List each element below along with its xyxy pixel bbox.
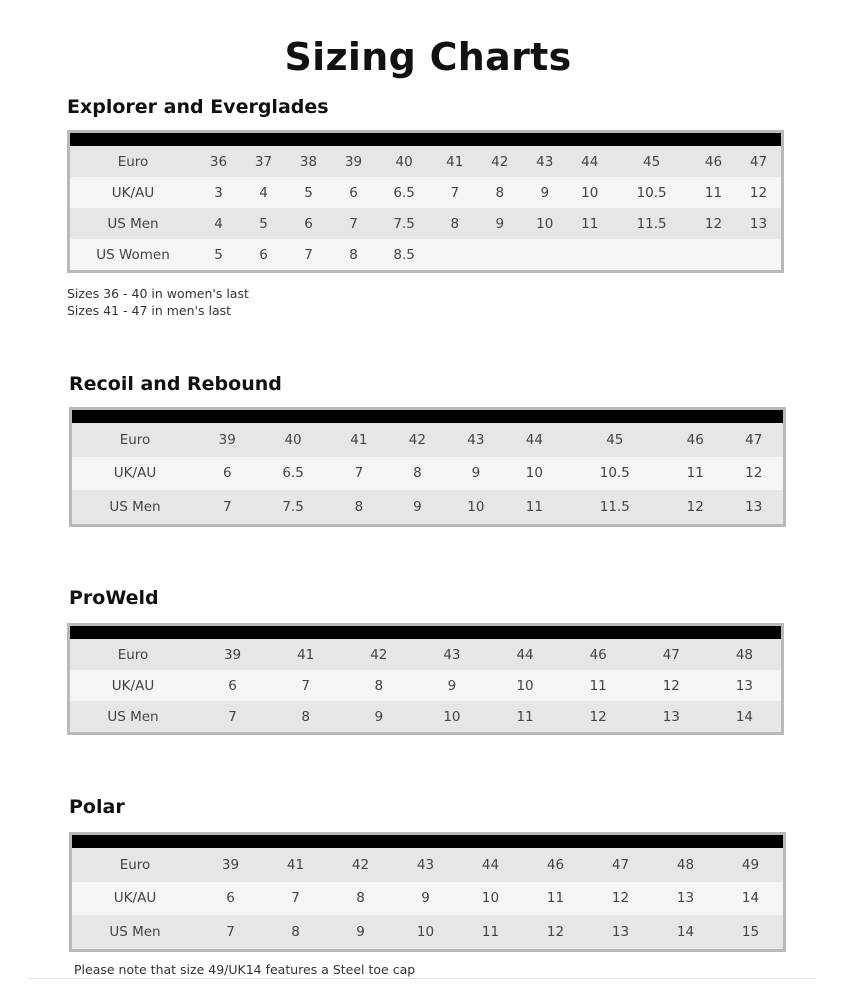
table-cell: 7 — [354, 465, 364, 482]
table-cell: 10.5 — [636, 184, 667, 201]
table-cell: 12 — [745, 465, 763, 482]
row-label: UK/AU — [113, 465, 157, 482]
size-chart-polar — [69, 832, 786, 952]
size-table — [70, 639, 781, 732]
table-cell: 42 — [370, 646, 388, 663]
table-row — [72, 457, 783, 491]
table-cell: 7 — [291, 890, 300, 907]
table-cell: 10 — [536, 215, 554, 232]
size-table — [70, 146, 781, 270]
table-cell: 39 — [223, 646, 242, 663]
row-label: US Women — [96, 246, 170, 263]
table-cell: 45 — [643, 153, 661, 170]
table-cell: 11 — [686, 465, 704, 482]
table-cell: 46 — [704, 153, 723, 170]
table-cell: 7.5 — [282, 498, 304, 515]
section-heading-recoil-rebound: Recoil and Rebound — [69, 373, 282, 395]
table-cell: 8 — [301, 708, 310, 725]
table-cell: 9 — [495, 215, 505, 232]
table-cell: 43 — [416, 856, 435, 873]
table-cell: 47 — [745, 431, 763, 448]
table-row — [72, 915, 783, 949]
section-note: Sizes 36 - 40 in women's last — [67, 286, 249, 301]
table-row — [70, 146, 781, 177]
table-cell: 10 — [525, 465, 543, 482]
table-cell: 43 — [536, 153, 554, 170]
table-cell: 11.5 — [636, 215, 667, 232]
table-cell: 38 — [299, 153, 318, 170]
table-cell: 8 — [374, 677, 384, 694]
table-cell: 6.5 — [393, 184, 415, 201]
table-cell: 11 — [516, 708, 534, 725]
section-heading-polar: Polar — [69, 796, 125, 818]
table-cell: 49 — [741, 856, 760, 873]
table-cell: 5 — [304, 184, 313, 201]
table-cell: 11.5 — [599, 498, 630, 515]
table-cell: 42 — [351, 856, 370, 873]
table-cell: 10 — [516, 677, 534, 694]
table-cell: 10 — [443, 708, 461, 725]
table-row — [70, 239, 781, 270]
table-cell: 4 — [259, 184, 268, 201]
table-cell: 43 — [443, 646, 461, 663]
table-cell: 48 — [676, 856, 695, 873]
page-title: Sizing Charts — [284, 35, 572, 80]
section-heading-proweld: ProWeld — [69, 587, 159, 609]
table-cell: 8 — [291, 923, 300, 940]
table-row — [72, 490, 783, 524]
table-cell: 10.5 — [599, 465, 630, 482]
size-chart-recoil-rebound — [69, 407, 786, 527]
table-cell: 45 — [606, 431, 624, 448]
table-row — [72, 848, 783, 882]
table-cell: 8 — [450, 215, 460, 232]
table-cell: 7 — [304, 246, 313, 263]
table-row — [70, 701, 781, 732]
table-row — [72, 423, 783, 457]
table-cell: 11 — [481, 923, 500, 940]
table-cell: 39 — [344, 153, 363, 170]
section-note-steel-toe: Please note that size 49/UK14 features a Steel toe cap — [74, 962, 416, 977]
row-label: US Men — [107, 215, 159, 232]
table-cell: 42 — [491, 153, 509, 170]
table-cell: 9 — [374, 708, 384, 725]
table-cell: 6 — [228, 677, 237, 694]
table-cell: 7 — [301, 677, 310, 694]
table-cell: 9 — [413, 498, 422, 515]
table-cell: 10 — [481, 890, 500, 907]
table-cell: 44 — [581, 153, 599, 170]
table-cell: 43 — [467, 431, 485, 448]
table-cell: 6 — [304, 215, 313, 232]
table-cell: 8 — [495, 184, 505, 201]
table-cell: 10 — [416, 923, 435, 940]
table-cell: 7 — [450, 184, 460, 201]
table-cell — [477, 239, 522, 270]
table-cell: 7 — [228, 708, 237, 725]
table-cell: 12 — [686, 498, 704, 515]
table-cell: 11 — [525, 498, 543, 515]
table-cell: 13 — [745, 498, 763, 515]
table-row — [70, 639, 781, 670]
row-label: UK/AU — [111, 677, 155, 694]
row-label: Euro — [119, 431, 151, 448]
table-cell: 40 — [395, 153, 413, 170]
table-cell: 8.5 — [393, 246, 415, 263]
table-cell: 41 — [297, 646, 315, 663]
table-cell: 7 — [226, 923, 235, 940]
table-cell — [691, 239, 736, 270]
table-cell: 5 — [214, 246, 223, 263]
table-cell: 6 — [349, 184, 358, 201]
row-label: Euro — [117, 153, 149, 170]
table-cell: 9 — [471, 465, 481, 482]
table-cell: 8 — [356, 890, 365, 907]
table-cell: 11 — [546, 890, 565, 907]
table-cell: 13 — [662, 708, 680, 725]
table-cell: 8 — [354, 498, 364, 515]
table-cell: 47 — [662, 646, 680, 663]
table-cell: 47 — [749, 153, 768, 170]
table-cell: 12 — [749, 184, 768, 201]
table-cell: 5 — [259, 215, 268, 232]
table-cell — [432, 239, 477, 270]
table-cell: 6 — [222, 465, 232, 482]
table-cell: 46 — [686, 431, 704, 448]
table-cell: 6.5 — [282, 465, 304, 482]
table-cell: 41 — [350, 431, 368, 448]
table-cell: 41 — [286, 856, 305, 873]
table-cell: 11 — [581, 215, 599, 232]
table-cell: 14 — [676, 923, 695, 940]
row-label: US Men — [109, 923, 161, 940]
table-row — [72, 882, 783, 916]
chart-header-bar — [70, 626, 781, 639]
table-cell: 39 — [218, 431, 236, 448]
table-cell: 44 — [516, 646, 534, 663]
table-cell: 12 — [704, 215, 723, 232]
table-cell: 8 — [413, 465, 422, 482]
table-cell: 40 — [284, 431, 302, 448]
table-cell: 13 — [676, 890, 695, 907]
table-cell: 15 — [741, 923, 760, 940]
table-row — [70, 208, 781, 239]
table-cell — [612, 239, 691, 270]
table-cell: 44 — [481, 856, 500, 873]
table-cell: 41 — [446, 153, 464, 170]
table-cell: 3 — [214, 184, 223, 201]
table-cell: 9 — [447, 677, 457, 694]
chart-header-bar — [72, 410, 783, 423]
table-cell: 48 — [735, 646, 754, 663]
row-label: US Men — [107, 708, 159, 725]
divider — [28, 978, 814, 979]
size-chart-explorer-everglades — [67, 130, 784, 273]
size-chart-proweld — [67, 623, 784, 735]
chart-header-bar — [72, 835, 783, 848]
table-cell: 46 — [589, 646, 607, 663]
chart-header-bar — [70, 133, 781, 146]
table-cell: 47 — [611, 856, 630, 873]
row-label: UK/AU — [111, 184, 155, 201]
table-cell: 11 — [704, 184, 723, 201]
table-cell: 7 — [222, 498, 232, 515]
table-cell: 11 — [589, 677, 607, 694]
table-cell: 37 — [254, 153, 273, 170]
section-note: Sizes 41 - 47 in men's last — [67, 303, 232, 318]
section-heading-explorer-everglades: Explorer and Everglades — [67, 96, 329, 118]
table-cell — [522, 239, 567, 270]
table-row — [70, 670, 781, 701]
table-cell: 13 — [611, 923, 630, 940]
table-cell: 9 — [356, 923, 365, 940]
table-cell: 46 — [546, 856, 565, 873]
table-cell: 14 — [735, 708, 754, 725]
table-cell: 12 — [589, 708, 607, 725]
table-cell: 10 — [467, 498, 485, 515]
table-cell: 36 — [209, 153, 228, 170]
table-cell: 44 — [525, 431, 543, 448]
table-cell: 42 — [408, 431, 426, 448]
row-label: Euro — [119, 856, 151, 873]
table-cell: 7.5 — [393, 215, 415, 232]
row-label: UK/AU — [113, 890, 157, 907]
table-cell: 9 — [540, 184, 550, 201]
table-row — [70, 177, 781, 208]
table-cell: 13 — [735, 677, 754, 694]
row-label: US Men — [109, 498, 161, 515]
table-cell: 9 — [421, 890, 430, 907]
table-cell — [736, 239, 781, 270]
table-cell — [567, 239, 612, 270]
table-cell: 6 — [226, 890, 235, 907]
table-cell: 4 — [214, 215, 223, 232]
table-cell: 6 — [259, 246, 268, 263]
table-cell: 10 — [581, 184, 599, 201]
size-table — [72, 848, 783, 949]
table-cell: 12 — [546, 923, 565, 940]
size-table — [72, 423, 783, 524]
table-cell: 39 — [221, 856, 240, 873]
table-cell: 14 — [741, 890, 760, 907]
table-cell: 13 — [749, 215, 768, 232]
row-label: Euro — [117, 646, 149, 663]
table-cell: 7 — [349, 215, 358, 232]
table-cell: 8 — [349, 246, 358, 263]
table-cell: 12 — [611, 890, 630, 907]
table-cell: 12 — [662, 677, 680, 694]
